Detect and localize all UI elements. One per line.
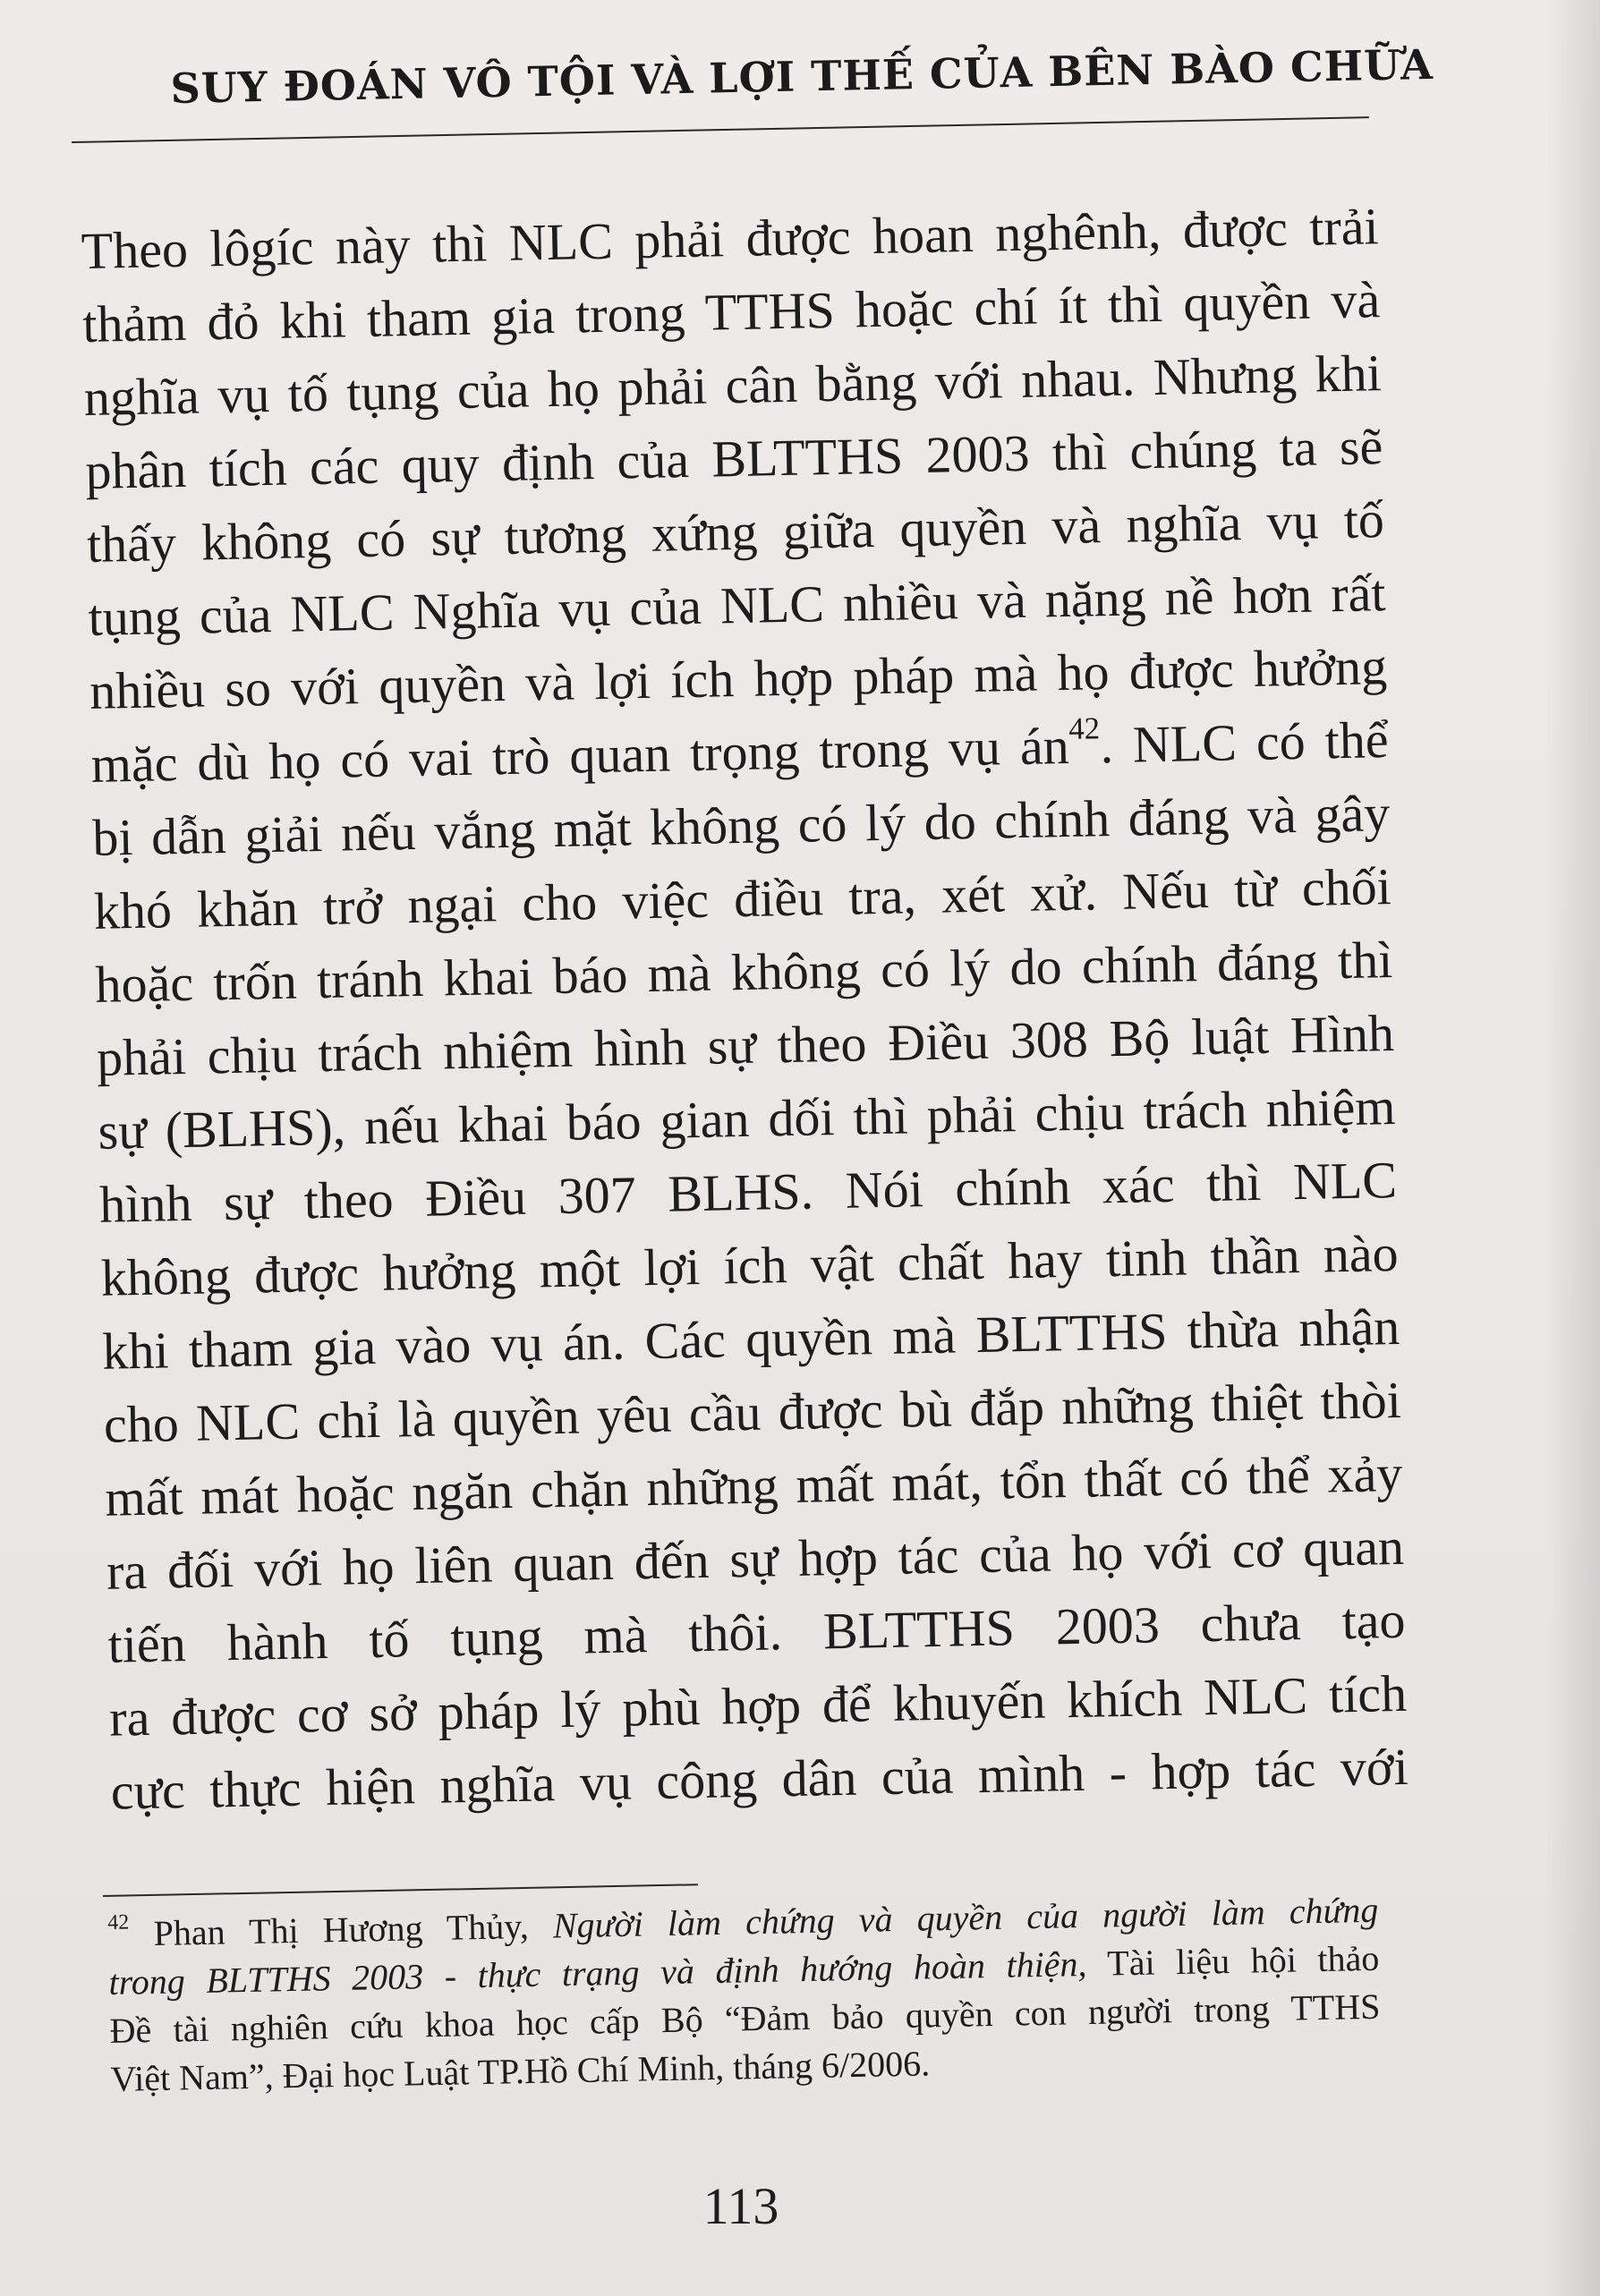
body-line: Theo lôgíc này thì NLC phải được hoan nghênh, được trải: [81, 197, 1380, 280]
body-line: tụng của NLC Nghĩa vụ của NLC nhiều và nặng nề hơn rất: [88, 564, 1387, 647]
footnote-title-cont: trong BLTTHS 2003 - thực trạng và định hướng hoàn thiện,: [108, 1943, 1087, 2003]
footnote-line: Đề tài nghiên cứu khoa học cấp Bộ “Đảm bảo quyền con người trong TTHS: [109, 1986, 1381, 2051]
body-line: sự (BLHS), nếu khai báo gian dối thì phải chịu trách nhiệm: [98, 1076, 1397, 1161]
body-line: thảm đỏ khi tham gia trong TTHS hoặc chí ít thì quyền và: [81, 270, 1381, 353]
running-header: SUY ĐOÁN VÔ TỘI VÀ LỢI THẾ CỦA BÊN BÀO CHỮA: [170, 39, 1434, 113]
page-number: 113: [702, 2177, 779, 2235]
body-line: cực thực hiện nghĩa vụ công dân của mình - hợp tác với: [110, 1737, 1409, 1821]
body-line: hoặc trốn tránh khai báo mà không có lý do chính đáng thì: [94, 931, 1393, 1014]
footnote-reference[interactable]: 42: [1068, 710, 1101, 746]
header-rule: [72, 116, 1369, 143]
body-line: phải chịu trách nhiệm hình sự theo Điều 308 Bộ luật Hình: [96, 1003, 1395, 1087]
body-line: ra được cơ sở pháp lý phù hợp để khuyến khích NLC tích: [108, 1663, 1408, 1748]
body-line: nghĩa vụ tố tụng của họ phải cân bằng với nhau. Nhưng khi: [83, 344, 1383, 427]
footnote-author: Phan Thị Hương Thủy,: [153, 1905, 530, 1954]
footnote: [107, 1886, 1382, 2104]
body-line: ra đối với họ liên quan đến sự hợp tác của họ với cơ quan: [106, 1517, 1405, 1601]
body-line: phân tích các quy định của BLTTHS 2003 thì chúng ta sẽ: [84, 417, 1383, 500]
body-line: bị dẫn giải nếu vắng mặt không có lý do chính đáng và gây: [91, 784, 1391, 867]
footnote-rule: [103, 1884, 698, 1897]
body-line: không được hưởng một lợi ích vật chất hay tinh thần nào: [100, 1223, 1400, 1307]
body-line: mất mát hoặc ngăn chặn những mất mát, tổn thất có thể xảy: [104, 1443, 1403, 1527]
body-line: khi tham gia vào vụ án. Các quyền mà BLTTHS thừa nhận: [101, 1297, 1400, 1381]
page-edge-shadow: [1546, 0, 1600, 2296]
footnote-line: Việt Nam”, Đại học Luật TP.Hồ Chí Minh, tháng 6/2006.: [110, 2043, 931, 2099]
footnote-line-tail: Tài liệu hội thảo: [1106, 1937, 1380, 1984]
footnote-number: 42: [107, 1910, 130, 1935]
body-line: cho NLC chỉ là quyền yêu cầu được bù đắp những thiệt thòi: [103, 1370, 1402, 1454]
body-line-text: mặc dù họ có vai trò quan trọng trong vụ án: [90, 716, 1070, 794]
body-line: tiến hành tố tụng mà thôi. BLTTHS 2003 chưa tạo: [107, 1590, 1407, 1674]
footnote-title: Người làm chứng và quyền của người làm chứng: [552, 1889, 1379, 1946]
body-paragraph: [81, 190, 1409, 1829]
body-line: thấy không có sự tương xứng giữa quyền và nghĩa vụ tố: [86, 490, 1385, 574]
body-line: khó khăn trở ngại cho việc điều tra, xét xử. Nếu từ chối: [93, 857, 1392, 940]
body-line-tail: . NLC có thể: [1099, 710, 1390, 775]
body-line: nhiều so với quyền và lợi ích hợp pháp mà họ được hưởng: [89, 637, 1388, 720]
body-line: hình sự theo Điều 307 BLHS. Nói chính xác thì NLC: [98, 1150, 1398, 1234]
